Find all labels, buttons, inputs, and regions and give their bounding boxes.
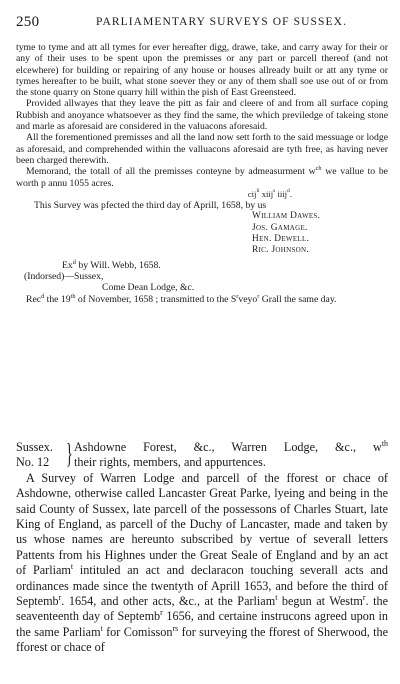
endorsed-line: (Indorsed)—Sussex, <box>24 270 104 282</box>
survey-heading <box>16 440 388 471</box>
page-header <box>16 14 384 34</box>
memorandum-text-end: we vallue to be worth p annu 1055 acres. <box>16 166 388 189</box>
survey-continuation <box>16 42 388 305</box>
examined-line: Ex$^d$ by Will. Webb, 1658. <box>62 258 161 271</box>
memorandum-superscript: ch <box>315 165 322 173</box>
paragraph-memorandum <box>16 166 388 189</box>
paragraph-tyth-free: All the forementioned premisses and all the land now sett forth to the said messuage or lodge as aforesaid, and comprehended within the valluacons aforesaid are tyth free, as having never been charged therewith. <box>16 132 388 166</box>
running-title: PARLIAMENTARY SURVEYS OF SUSSEX. <box>96 16 348 28</box>
signatory-gamage: Jos. Gamage. <box>252 222 308 233</box>
signatories <box>252 211 388 256</box>
survey-date-line: This Survey was pfected the third day of Aprill, 1658, by us <box>34 200 267 212</box>
heading-line-1: Ashdowne Forest, &c., Warren Lodge, &c., $w^{th}$ <box>74 439 388 454</box>
signatory-dewell: Hen. Dewell. <box>252 234 310 245</box>
warren-lodge-survey <box>16 440 388 656</box>
heading-text <box>74 440 388 471</box>
memorandum-text: Memorand, the totall of all the premisses conteyne by admeasurment w <box>26 166 316 178</box>
lodge-line: Come Dean Lodge, &c. <box>102 282 195 294</box>
heading-line-2: their rights, members, and appurtences. <box>74 455 266 470</box>
received-line: Rec$^d$ the 19th of November, 1658 ; transmitted to the $S^rveyo^r$ Grall the same day. <box>26 292 337 305</box>
survey-number: No. 12 <box>16 455 50 470</box>
county-label: Sussex. <box>16 440 53 454</box>
signatory-dawes: William Dawes. <box>252 211 321 222</box>
brace-glyph: } <box>66 439 73 470</box>
page-number: 250 <box>16 14 40 30</box>
signatory-johnson: Ric. Johnson. <box>252 245 310 256</box>
paragraph-proviso: Provided allwayes that they leave the pitt as fair and cleere of and from all surface coping Rubbish and anoyance whatsoever as they find the same, the which previledge of takeing stone and marle as aforesaid are considered in the valuacons aforesaid. <box>16 98 388 133</box>
paragraph-stone-quarry: tyme to tyme and att all tymes for ever hereafter digg, drawe, take, and carry away for their or any of their uses to be spent upon the premisses or any part or parcell thereof (and not elcewhere) for building or repairing of any house or houses allready built or att any tyme or tymes hereafter to be built, what stone soever they or any of them shall soe use out of or from the stone quarry on Stone quarry hill within the pish of East Greensteed. <box>16 42 388 99</box>
survey-body: A Survey of Warren Lodge and parcell of the fforest or chace of Ashdowne, otherwise called Lancaster Great Parke, lyeing and being in the said County of Sussex, late parcell of the possessons of Charles Stuart, late King of England, as parcell of the Duchy of Lancaster, made and taken by us whose names are hereunto subscribed by vertue of severall letters Pattents from his Highnes under the Great Seale of England and by an act of Parliam$^t$ intituled an act and declaracon touching severall acts and ordinances made since the twentyth of Aprill 1653, and before the third of Septemb$^r$. 1654, and other acts, &c., at the Parliam$^t$ begun at Westm$^r$. the seaventeenth day of Septemb$^r$ 1656, and certaine instrucons agreed upon in the same Parliam$^t$ for Comisson$^{rs}$ for surveying the fforest of Sherwood, the fforest or chace of <box>16 470 389 655</box>
measure-line: cij$^{li}$ xiij$^s$ iiij$^d$. <box>247 187 292 199</box>
